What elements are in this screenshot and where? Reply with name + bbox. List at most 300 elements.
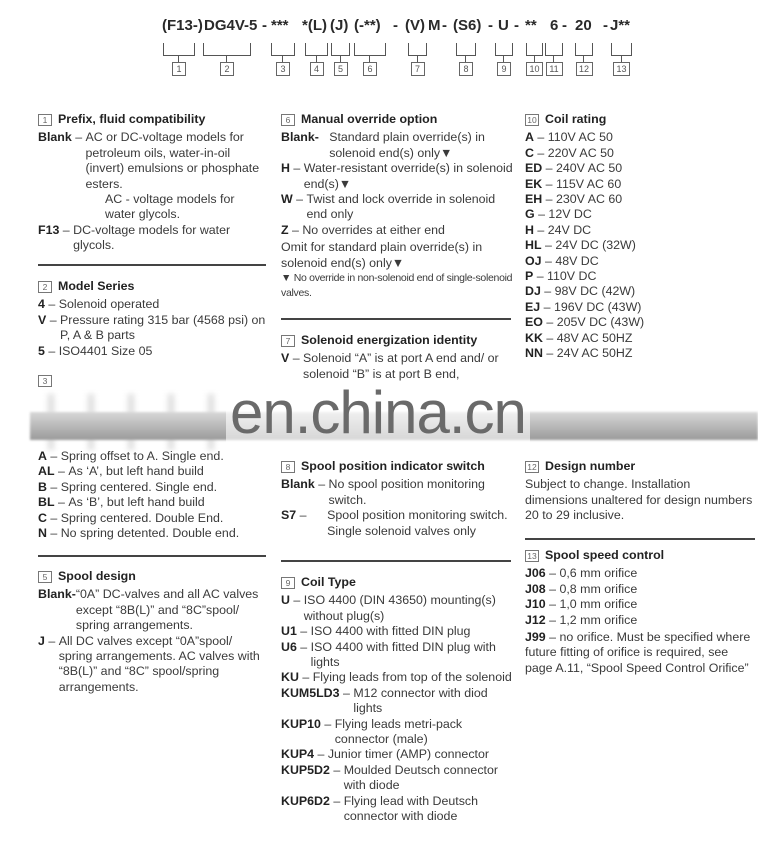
section-9 [281, 575, 513, 825]
position-number-box: 2 [220, 62, 234, 76]
item-code: DJ [525, 284, 541, 299]
list-item [525, 254, 755, 269]
item-code: KUM5LD3 [281, 685, 340, 700]
item-separator: – [542, 315, 557, 330]
item-text: AC - voltage models for water glycols. [105, 192, 235, 222]
item-code: KUP6D2 [281, 793, 330, 808]
code-token: - [262, 17, 267, 34]
item-text: 48V DC [555, 253, 599, 268]
item-text: All DC valves except “0A”spool/ spring arrangements. AC valves with “8B(L)” and “8C” spool/spring arrangements. [58, 633, 260, 694]
item-text: Moulded Deutsch connector with diode [343, 762, 498, 793]
item-code: N [38, 526, 47, 541]
section-number-box: 10 [525, 114, 539, 126]
item-code: A [525, 130, 534, 145]
item-code: KUP10 [281, 716, 321, 731]
item-code: EH [525, 192, 543, 207]
list-item [38, 344, 268, 359]
item-separator: – [533, 222, 548, 237]
code-token: (V) [405, 17, 425, 34]
item-code: U [281, 593, 290, 608]
code-bracket [271, 43, 295, 56]
list-item [38, 313, 268, 344]
item-code: KUP4 [281, 747, 315, 762]
list-item [281, 351, 513, 382]
section-title-text: Prefix, fluid compatibility [58, 112, 206, 126]
code-token: - [514, 17, 519, 34]
list-item [281, 223, 513, 238]
item-separator: – [46, 312, 61, 327]
item-prefix [281, 717, 335, 748]
list-item [525, 582, 755, 597]
code-token: ** [525, 17, 537, 34]
list-item [38, 495, 268, 510]
section-paragraph: Subject to change. Installation dimensions unaltered for design numbers 20 to 29 inclusive. [525, 477, 753, 523]
section-divider [281, 318, 511, 320]
item-code: Blank [38, 130, 72, 145]
section-title [38, 569, 268, 584]
item-prefix [281, 763, 344, 794]
item-separator: – [542, 161, 556, 176]
item-prefix [525, 582, 559, 597]
list-item [281, 161, 513, 192]
item-code: P [525, 269, 534, 284]
item-text: 1,0 mm orifice [559, 597, 638, 612]
item-separator: – [46, 510, 61, 525]
section-number-box: 7 [281, 335, 295, 347]
item-separator: – [289, 593, 304, 608]
section-number-box: 13 [525, 550, 539, 562]
item-text: ISO4401 Size 05 [58, 343, 153, 358]
item-code: J06 [525, 566, 546, 581]
item-separator: – [298, 670, 313, 685]
list-item [281, 640, 513, 671]
item-separator: – [545, 581, 560, 596]
section-divider [281, 560, 511, 562]
section-title [38, 279, 268, 294]
section-title [38, 112, 268, 127]
item-text: Flying leads from top of the solenoid [312, 670, 512, 685]
item-prefix [281, 351, 303, 382]
item-code: KK [525, 330, 543, 345]
item-prefix [281, 161, 304, 192]
section-title-text: Design number [545, 459, 636, 473]
code-token: - [442, 17, 447, 34]
footnote: ▼ No override in non-solenoid end of single-solenoid valves. [281, 272, 513, 300]
item-text: No spring detented. Double end. [60, 526, 240, 541]
list-item [38, 192, 268, 223]
item-separator: – [533, 145, 548, 160]
code-bracket [456, 43, 476, 56]
section-divider [38, 264, 266, 266]
list-item [525, 284, 755, 299]
item-code: EK [525, 176, 543, 191]
item-separator: – [542, 192, 556, 207]
code-token: *** [271, 17, 289, 34]
code-token: - [562, 17, 567, 34]
position-number-box: 3 [276, 62, 290, 76]
code-token: M [428, 17, 441, 34]
position-number-box: 9 [497, 62, 511, 76]
item-code: EJ [525, 299, 541, 314]
section-paragraph: Omit for standard plain override(s) in solenoid end(s) only▼ [281, 240, 483, 270]
item-prefix [38, 130, 86, 192]
section-title [281, 112, 513, 127]
item-separator: – [540, 299, 554, 314]
item-text: Spring centered. Double End. [60, 510, 224, 525]
item-prefix [38, 313, 60, 344]
position-number-box: 10 [526, 62, 543, 76]
section-8 [281, 459, 513, 539]
code-bracket [526, 43, 543, 56]
item-text: Solenoid operated [58, 297, 160, 312]
section-number-box: 12 [525, 461, 539, 473]
item-separator: – [54, 464, 69, 479]
item-prefix [281, 593, 304, 624]
item-code: H [281, 161, 290, 176]
item-prefix [525, 284, 555, 299]
item-text: As ‘A’, but left hand build [68, 464, 204, 479]
item-code: H [525, 222, 534, 237]
item-separator: – [540, 284, 555, 299]
item-text: 110V DC [547, 269, 597, 284]
item-code: G [525, 207, 535, 222]
item-prefix [525, 192, 556, 207]
code-token: - [393, 17, 398, 34]
item-prefix [281, 192, 306, 223]
section-title [281, 459, 513, 474]
item-code: V [38, 312, 47, 327]
item-prefix [38, 634, 59, 696]
position-number-box: 1 [172, 62, 186, 76]
item-separator: – [542, 176, 556, 191]
item-prefix [281, 747, 328, 762]
item-text: 196V DC (43W) [553, 299, 642, 314]
item-prefix [38, 587, 76, 633]
item-code: V [281, 351, 290, 366]
item-code: 4 [38, 297, 45, 312]
list-item [281, 747, 513, 762]
item-code: Blank- [281, 130, 319, 145]
item-prefix [525, 300, 554, 315]
item-separator: – [542, 330, 557, 345]
item-text: 110V AC 50 [547, 130, 613, 145]
item-prefix [525, 346, 557, 361]
list-item [525, 207, 755, 222]
code-bracket [163, 43, 195, 56]
list-item [525, 269, 755, 284]
list-item [38, 526, 268, 541]
item-code: J [38, 633, 45, 648]
item-prefix [38, 464, 68, 479]
item-separator: – [545, 566, 560, 581]
item-prefix [525, 130, 548, 145]
position-number-box: 12 [576, 62, 593, 76]
item-text: Spring centered. Single end. [60, 479, 218, 494]
item-text: ISO 4400 with fitted DIN plug [310, 624, 471, 639]
section-title [525, 112, 755, 127]
item-separator: – [541, 253, 556, 268]
section-5 [38, 569, 268, 695]
list-item [281, 508, 513, 539]
item-code: W [281, 192, 293, 207]
item-code: C [525, 145, 534, 160]
item-prefix [38, 297, 59, 312]
item-separator: – [339, 685, 354, 700]
item-text: 48V AC 50HZ [556, 330, 633, 345]
item-prefix [281, 686, 353, 717]
item-separator: – [533, 130, 548, 145]
list-item [525, 130, 755, 145]
position-number-box: 13 [613, 62, 630, 76]
list-item [525, 146, 755, 161]
section-number-box: 8 [281, 461, 295, 473]
section-number-box: 1 [38, 114, 52, 126]
list-item [38, 130, 268, 192]
item-prefix [38, 223, 73, 254]
section-number-box: 5 [38, 571, 52, 583]
position-number-box: 8 [459, 62, 473, 76]
item-code: KU [281, 670, 299, 685]
list-item [281, 794, 513, 825]
section-number-box: 3 [38, 375, 52, 387]
item-text: Flying leads metri-pack connector (male) [334, 716, 463, 747]
item-text: Flying lead with Deutsch connector with diode [343, 793, 478, 824]
section-title [38, 375, 268, 387]
list-item [38, 480, 268, 495]
list-item [38, 464, 268, 479]
code-token: - [603, 17, 608, 34]
item-separator: – [314, 477, 329, 492]
list-item [38, 587, 268, 633]
item-text: ISO 4400 (DIN 43650) mounting(s) without plug(s) [303, 593, 496, 623]
item-separator: – [44, 343, 59, 358]
code-bracket [575, 43, 593, 56]
item-prefix [281, 794, 344, 825]
item-separator: – [44, 297, 59, 312]
section-title-text: Coil rating [545, 112, 607, 126]
code-bracket [331, 43, 350, 56]
item-text: Solenoid “A” is at port A end and/ or solenoid “B” is at port B end, [303, 351, 499, 381]
item-code: OJ [525, 253, 542, 268]
code-token: (S6) [453, 17, 482, 34]
code-token: 6 [550, 17, 559, 34]
item-text: 98V DC (42W) [554, 284, 636, 299]
code-token: DG4V-5 [204, 17, 258, 34]
position-number-box: 7 [411, 62, 425, 76]
section-title-text: Manual override option [301, 112, 438, 126]
item-separator: – [533, 269, 548, 284]
position-number-box: 5 [334, 62, 348, 76]
item-text: 12V DC [548, 207, 592, 222]
item-text: 240V AC 50 [556, 161, 623, 176]
item-prefix [38, 511, 61, 526]
item-prefix [525, 223, 548, 238]
code-bracket [203, 43, 251, 56]
item-text: No overrides at either end [302, 222, 445, 237]
code-bracket [408, 43, 427, 56]
list-item [525, 597, 755, 612]
item-code: ED [525, 161, 543, 176]
list-item [281, 763, 513, 794]
section-title-text: Model Series [58, 279, 135, 293]
item-code: NN [525, 346, 543, 361]
item-text: Spring offset to A. Single end. [60, 449, 224, 463]
list-item [38, 297, 268, 312]
item-separator: – [296, 624, 311, 639]
item-code: A [38, 449, 47, 463]
item-code: U6 [281, 639, 297, 654]
section-title [281, 333, 513, 348]
item-separator: – [289, 351, 304, 366]
list-item [281, 624, 513, 639]
code-bracket [305, 43, 328, 56]
list-item [281, 477, 513, 508]
list-item [525, 331, 755, 346]
code-bracket [545, 43, 563, 56]
watermark-text: en.china.cn [226, 378, 530, 448]
item-separator: – [329, 762, 344, 777]
item-code: Blank [281, 477, 315, 492]
position-number-box: 11 [546, 62, 563, 76]
item-text: 115V AC 60 [556, 176, 622, 191]
item-code: EO [525, 315, 543, 330]
item-text: DC-voltage models for water glycols. [73, 222, 231, 253]
item-prefix [281, 508, 327, 539]
section-10 [525, 112, 755, 362]
section-1 [38, 112, 268, 254]
item-code: J99 [525, 630, 546, 645]
item-text: 0,6 mm orifice [559, 566, 638, 581]
list-item [38, 511, 268, 526]
item-prefix [281, 624, 311, 639]
item-separator: – [288, 222, 303, 237]
item-prefix [525, 161, 556, 176]
list-item [525, 192, 755, 207]
list-item [281, 192, 513, 223]
item-code: S7 [281, 508, 297, 523]
item-code: 5 [38, 343, 45, 358]
code-token: (F13-) [162, 17, 203, 34]
item-prefix [525, 315, 557, 330]
list-item [281, 593, 513, 624]
item-text: 205V DC (43W) [556, 315, 645, 330]
item-separator: – [296, 639, 311, 654]
section-number-box: 2 [38, 281, 52, 293]
section-title [525, 459, 755, 474]
section-7 [281, 333, 513, 382]
item-prefix [525, 566, 559, 581]
item-prefix [525, 238, 555, 253]
item-prefix [525, 177, 556, 192]
list-item [525, 346, 755, 361]
item-separator: – [542, 346, 557, 361]
item-text: ISO 4400 with fitted DIN plug with lights [310, 639, 496, 670]
code-bracket [354, 43, 386, 56]
list-item [281, 130, 513, 161]
list-item [38, 223, 268, 254]
section-3 [38, 375, 268, 541]
item-separator: – [320, 716, 335, 731]
item-separator: – [534, 207, 549, 222]
item-separator: – [46, 526, 61, 541]
item-prefix [38, 495, 68, 510]
item-code: KUP5D2 [281, 762, 330, 777]
item-separator: – [545, 597, 560, 612]
section-title-text: Spool speed control [545, 548, 665, 562]
item-code: BL [38, 495, 55, 510]
item-separator: – [46, 479, 61, 494]
section-title-text: Spool position indicator switch [301, 459, 485, 473]
item-code: HL [525, 238, 542, 253]
item-code: C [38, 510, 47, 525]
list-item [525, 177, 755, 192]
item-prefix [281, 640, 311, 671]
item-code: Z [281, 222, 289, 237]
item-text: Spool position monitoring switch. Single solenoid valves only [327, 508, 508, 538]
item-prefix [38, 526, 61, 541]
section-title-text: Spool design [58, 569, 136, 583]
item-prefix [38, 449, 61, 464]
position-number-box: 6 [363, 62, 377, 76]
item-separator: – [54, 495, 69, 510]
section-13 [525, 548, 755, 676]
list-item [38, 449, 268, 464]
section-2 [38, 279, 268, 359]
section-divider [525, 538, 755, 540]
item-separator: – [71, 130, 86, 145]
list-item [281, 717, 513, 748]
list-item [525, 566, 755, 581]
code-bracket [611, 43, 632, 56]
section-title [525, 548, 755, 563]
section-divider [38, 555, 266, 557]
item-prefix [525, 331, 557, 346]
item-separator: – [545, 612, 560, 627]
item-prefix [525, 254, 555, 269]
item-text: As ‘B’, but left hand build [68, 495, 205, 510]
code-token: - [488, 17, 493, 34]
section-title-text: Solenoid energization identity [301, 333, 478, 347]
list-item [281, 670, 513, 685]
section-12 [525, 459, 755, 524]
item-text: 1,2 mm orifice [559, 612, 638, 627]
item-code: U1 [281, 624, 297, 639]
item-text: Twist and lock override in solenoid end only [306, 192, 496, 222]
item-prefix [38, 344, 59, 359]
item-separator: – [292, 192, 307, 207]
item-text: 0,8 mm orifice [559, 581, 638, 596]
code-token: 20 [575, 17, 592, 34]
item-separator: – [541, 238, 556, 253]
section-title-text: Coil Type [301, 575, 356, 589]
item-text: AC or DC-voltage models for petroleum oils, water-in-oil (invert) emulsions or phosphate esters. [85, 130, 260, 191]
section-number-box: 6 [281, 114, 295, 126]
item-prefix [525, 207, 548, 222]
item-text: Standard plain override(s) in solenoid end(s) only▼ [329, 130, 485, 160]
item-separator [319, 130, 329, 144]
section-number-box: 9 [281, 577, 295, 589]
item-separator: – [289, 161, 304, 176]
item-text: “0A” DC-valves and all AC valves except “8B(L)” and “8C”spool/ spring arrangements. [75, 587, 259, 633]
item-prefix [281, 130, 329, 161]
code-token: U [498, 17, 509, 34]
item-code: F13 [38, 222, 60, 237]
item-prefix [525, 269, 547, 284]
list-item [525, 300, 755, 315]
list-item [525, 315, 755, 330]
item-text: Water-resistant override(s) in solenoid end(s)▼ [303, 161, 513, 191]
item-text: 24V DC [547, 222, 592, 237]
